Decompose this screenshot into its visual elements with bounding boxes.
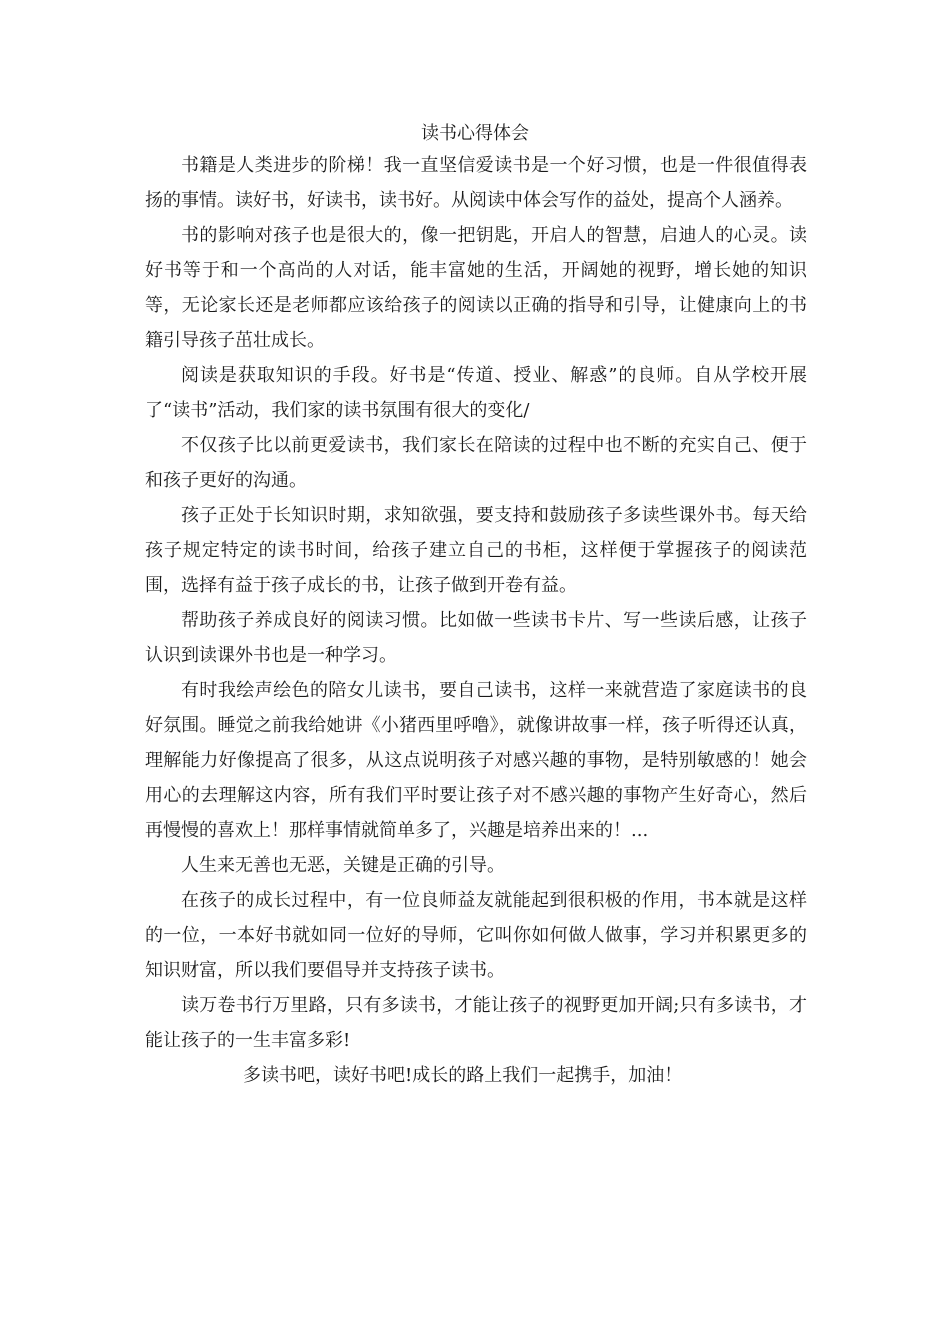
paragraph: 帮助孩子养成良好的阅读习惯。比如做一些读书卡片、写一些读后感，让孩子认识到读课外书也是一种学习。: [145, 610, 807, 666]
paragraph: 在孩子的成长过程中，有一位良师益友就能起到很积极的作用，书本就是这样的一位，一本好书就如同一位好的导师，它叫你如何做人做事，学习并积累更多的知识财富，所以我们要倡导并支持孩子读书。: [145, 890, 807, 981]
closing-line: 多读书吧，读好书吧!成长的路上我们一起携手，加油！: [243, 1065, 683, 1086]
paragraph: 孩子正处于长知识时期，求知欲强，要支持和鼓励孩子多读些课外书。每天给孩子规定特定的读书时间，给孩子建立自己的书柜，这样便于掌握孩子的阅读范围，选择有益于孩子成长的书，让孩子做到开卷有益。: [145, 505, 807, 596]
paragraph: 不仅孩子比以前更爱读书，我们家长在陪读的过程中也不断的充实自己、便于和孩子更好的沟通。: [145, 435, 807, 491]
paragraph: 有时我绘声绘色的陪女儿读书，要自己读书，这样一来就营造了家庭读书的良好氛围。睡觉之前我给她讲《小猪西里呼噜》，就像讲故事一样，孩子听得还认真，理解能力好像提高了很多，从这点说明孩子对感兴趣的事物，是特别敏感的！她会用心的去理解这内容，所有我们平时要让孩子对不感兴趣的事物产生好奇心，然后再慢慢的喜欢上！那样事情就简单多了，兴趣是培养出来的！...: [145, 680, 807, 841]
paragraph: 人生来无善也无恶，关键是正确的引导。: [181, 855, 505, 876]
document-body: [145, 148, 807, 1093]
paragraph: 书籍是人类进步的阶梯！我一直坚信爱读书是一个好习惯，也是一件很值得表扬的事情。读好书，好读书，读书好。从阅读中体会写作的益处，提高个人涵养。: [145, 155, 807, 211]
paragraph: 读万卷书行万里路，只有多读书，才能让孩子的视野更加开阔;只有多读书，才能让孩子的一生丰富多彩!: [145, 995, 807, 1051]
document-title: 读书心得体会: [421, 123, 529, 144]
paragraph: 阅读是获取知识的手段。好书是“传道、授业、解惑”的良师。自从学校开展了“读书”活动，我们家的读书氛围有很大的变化/: [145, 365, 807, 421]
paragraph: 书的影响对孩子也是很大的，像一把钥匙，开启人的智慧，启迪人的心灵。读好书等于和一个高尚的人对话，能丰富她的生活，开阔她的视野，增长她的知识等，无论家长还是老师都应该给孩子的阅读以正确的指导和引导，让健康向上的书籍引导孩子茁壮成长。: [145, 225, 807, 351]
